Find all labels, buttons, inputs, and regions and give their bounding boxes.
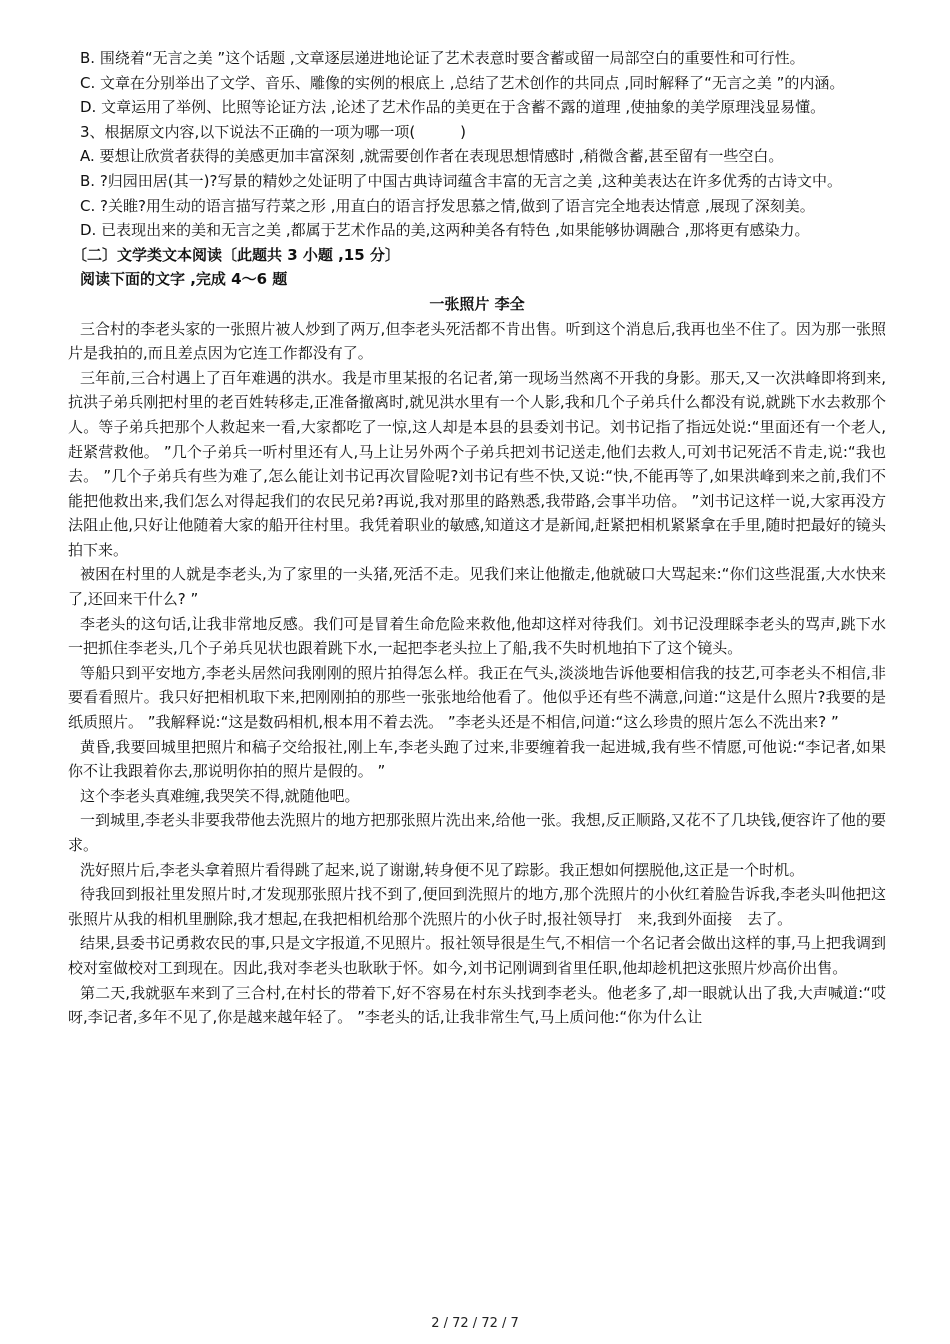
story-paragraph: 等船只到平安地方,李老头居然问我刚刚的照片拍得怎么样。我正在气头,淡淡地告诉他要相信我的技艺,可李老头不相信,非要看看照片。我只好把相机取下来,把刚刚拍的那些一张张地给他看了。他似乎还有些不满意,问道:“这是什么照片?我要的是纸质照片。 ”我解释说:“这是数码相机,根本用不着去洗。 ”李老头还是不相信,问道:“这么珍贵的照片怎么不洗出来? ” bbox=[68, 663, 886, 732]
story-paragraph: 结果,县委书记勇救农民的事,只是文字报道,不见照片。报社领导很是生气,不相信一个名记者会做出这样的事,马上把我调到校对室做校对工到现在。因此,我对李老头也耿耿于怀。如今,刘书记刚调到省里任职,他却趁机把这张照片炒高价出售。 bbox=[68, 934, 886, 977]
reading-instruction: 阅读下面的文字 ,完成 4～6 题 bbox=[80, 270, 288, 289]
story-paragraph: 这个李老头真难缠,我哭笑不得,就随他吧。 bbox=[80, 786, 360, 805]
story-paragraph: 一到城里,李老头非要我带他去洗照片的地方把那张照片洗出来,给他一张。我想,反正顺路,又花不了几块钱,便容许了他的要求。 bbox=[68, 811, 886, 854]
story-title: 一张照片 李全 bbox=[429, 294, 525, 313]
option-3d: D. 已表现出来的美和无言之美 ,都属于艺术作品的美,这两种美各有特色 ,如果能够协调融合 ,那将更有感染力。 bbox=[80, 221, 810, 240]
section-heading: 〔二〕文学类文本阅读〔此题共 3 小题 ,15 分〕 bbox=[72, 245, 400, 264]
option-3a: A. 要想让欣赏者获得的美感更加丰富深刻 ,就需要创作者在表现思想情感时 ,稍微含蓄,甚至留有一些空白。 bbox=[80, 147, 784, 166]
story-paragraph: 黄昏,我要回城里把照片和稿子交给报社,刚上车,李老头跑了过来,非要缠着我一起进城,我有些不情愿,可他说:“李记者,如果你不让我跟着你去,那说明你拍的照片是假的。 ” bbox=[68, 737, 886, 781]
option-3b: B. ?归园田居(其一)?写景的精妙之处证明了中国古典诗词蕴含丰富的无言之美 ,这种美表达在许多优秀的古诗文中。 bbox=[80, 171, 842, 190]
story-paragraph: 待我回到报社里发照片时,才发现那张照片找不到了,便回到洗照片的地方,那个洗照片的小伙红着脸告诉我,李老头叫他把这张照片从我的相机里删除,我才想起,在我把相机给那个洗照片的小伙子时,报社领导打 来,我到外面接 去了。 bbox=[68, 885, 886, 928]
option-3c: C. ?关睢?用生动的语言描写荇菜之形 ,用直白的语言抒发思慕之情,做到了语言完全地表达情意 ,展现了深刻美。 bbox=[80, 196, 815, 215]
story-paragraph: 洗好照片后,李老头拿着照片看得跳了起来,说了谢谢,转身便不见了踪影。我正想如何摆脱他,这正是一个时机。 bbox=[80, 860, 805, 879]
story-paragraph: 第二天,我就驱车来到了三合村,在村长的带着下,好不容易在村东头找到李老头。他老多了,却一眼就认出了我,大声喊道:“哎呀,李记者,多年不见了,你是越来越年轻了。 ”李老头的话,让我非常生气,马上质问他:“你为什么让 bbox=[68, 983, 886, 1027]
option-2d: D. 文章运用了举例、比照等论证方法 ,论述了艺术作品的美更在于含蓄不露的道理 ,使抽象的美学原理浅显易懂。 bbox=[80, 98, 826, 117]
option-2c: C. 文章在分别举出了文学、音乐、雕像的实例的根底上 ,总结了艺术创作的共同点 ,同时解释了“无言之美 ”的内涵。 bbox=[80, 73, 845, 92]
story-paragraph: 三合村的李老头家的一张照片被人炒到了两万,但李老头死活都不肯出售。听到这个消息后,我再也坐不住了。因为那一张照片是我拍的,而且差点因为它连工作都没有了。 bbox=[68, 319, 886, 363]
document-page bbox=[68, 46, 886, 1030]
option-2b: B. 围绕着“无言之美 ”这个话题 ,文章逐层递进地论证了艺术表意时要含蓄或留一局部空白的重要性和可行性。 bbox=[80, 49, 805, 67]
story-paragraph: 被困在村里的人就是李老头,为了家里的一头猪,死活不走。见我们来让他撤走,他就破口大骂起来:“你们这些混蛋,大水快来了,还回来干什么? ” bbox=[68, 565, 886, 609]
page-number: 2 / 72 / 72 / 7 bbox=[431, 1316, 519, 1331]
question-3-stem: 3、根据原文内容,以下说法不正确的一项为哪一项( ) bbox=[80, 122, 467, 141]
story-paragraph: 李老头的这句话,让我非常地反感。我们可是冒着生命危险来救他,他却这样对待我们。刘书记没理睬李老头的骂声,跳下水一把抓住李老头,几个子弟兵见状也跟着跳下水,一起把李老头拉上了船,我不失时机地拍下了这个镜头。 bbox=[68, 614, 886, 658]
story-paragraph: 三年前,三合村遇上了百年难遇的洪水。我是市里某报的名记者,第一现场当然离不开我的身影。那天,又一次洪峰即将到来,抗洪子弟兵刚把村里的老百姓转移走,正准备撤离时,就见洪水里有一个人影,我和几个子弟兵什么都没有说,就跳下水去救那个人。等子弟兵把那个人救起来一看,大家都吃了一惊,这人却是本县的县委刘书记。刘书记指了指远处说:“里面还有一个老人,赶紧营救他。 ”几个子弟兵一听村里还有人,马上让另外两个子弟兵把刘书记送走,他们去救人,可刘书记死活不肯走,说:“我也去。 ”几个子弟兵有些为难了,怎么能让刘书记再次冒险呢?刘书记有些不快,又说:“快,不能再等了,如果洪峰到来之前,我们不能把他救出来,我们怎么对得起我们的农民兄弟?再说,我对那里的路熟悉,我带路,会事半功倍。 ”刘书记这样一说,大家再没方法阻止他,只好让他随着大家的船开往村里。我凭着职业的敏感,知道这才是新闻,赶紧把相机紧紧拿在手里,随时把最好的镜头拍下来。 bbox=[68, 368, 886, 559]
